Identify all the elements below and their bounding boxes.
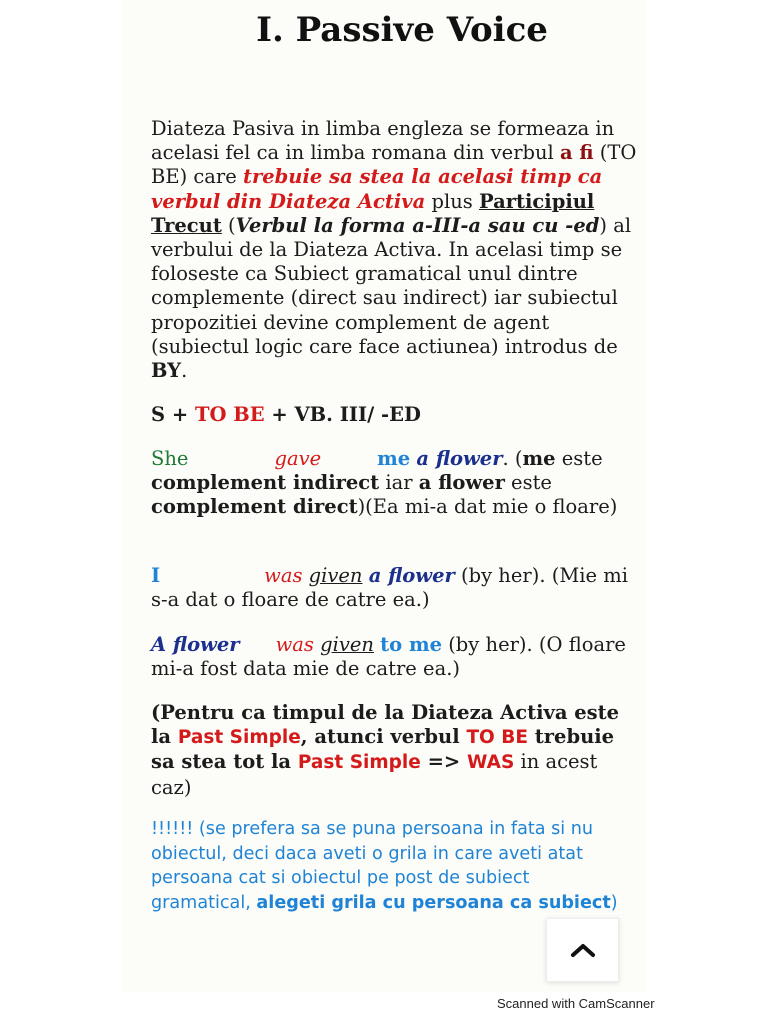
example-text: complement direct [151,495,358,519]
example-text: (by her). (Mie mi s-a dat o floare de catre ea.) [151,564,628,612]
note-text: (Pentru ca timpul de la Diateza Activa este la [151,701,620,749]
example-text: )(Ea mi-a dat mie o floare) [357,495,618,519]
example-text: . ( [502,447,523,470]
scanner-watermark: Scanned with CamScanner [497,996,655,1011]
example-text: este [555,447,603,470]
participle-term: Participiul Trecut [151,189,595,237]
example-subject: She [151,447,189,470]
example-participle: given [320,633,374,656]
note-text: trebuie sa stea tot la [151,725,615,774]
example-passive-person [151,564,641,612]
page-title: I. Passive Voice [256,10,548,50]
formula-text: + VB. III/ -ED [264,403,421,426]
intro-text: (TO BE) care [151,141,637,189]
example-aux: was [275,633,314,656]
example-text: complement indirect [151,471,380,495]
example-object: a flower [368,564,455,587]
note-tense: Past Simple [177,727,301,749]
passive-formula [151,403,641,427]
intro-text: ( [221,213,236,237]
intro-text: . [181,359,188,383]
verb-a-fi: a fi [560,141,594,165]
example-aux: was [264,564,303,587]
tip-highlight: alegeti grila cu persoana ca subiect [256,892,611,913]
note-text: => [420,750,468,774]
example-indirect-object: me [377,447,411,470]
example-verb: gave [274,447,322,470]
tip-text: !!!!!! (se prefera sa se puna persoana in fata si nu obiectul, deci daca aveti o grila in care aveti atat persoana cat si obiectul pe post de subiect gramatical, [151,819,594,913]
note-text: in acest caz) [151,750,598,799]
rule-highlight: trebuie sa stea la acelasi timp ca verbul din Diateza Activa [151,165,603,213]
example-text: iar [379,471,419,495]
tip-paragraph [151,817,631,915]
example-text: (by her). (O floare mi-a fost data mie de catre ea.) [151,633,626,681]
intro-text: ) al verbului de la Diateza Activa. In acelasi timp se foloseste ca Subiect gramatical unul dintre complemente (direct sau indirect) iar subiectul propozitiei devine complement de agent (subiectul logic care face actiunea) introdus de [151,213,632,358]
note-was: WAS [467,752,515,774]
example-subject: I [151,564,161,587]
intro-text: Diateza Pasiva in limba engleza se formeaza in acelasi fel ca in limba romana din verbul [151,117,615,165]
participle-definition: Verbul la forma a-III-a sau cu -ed [235,213,600,237]
formula-to-be: TO BE [195,403,265,426]
tip-text: ) [610,892,618,913]
scroll-to-top-button[interactable] [546,918,619,982]
example-text: a flower [418,471,505,495]
example-text: me [522,447,556,470]
formula-text: S + [151,403,195,426]
intro-text: plus [425,189,479,213]
note-to-be: TO BE [466,727,528,749]
by-keyword: BY [151,359,182,383]
example-participle: given [308,564,363,587]
note-tense: Past Simple [297,752,421,774]
example-passive-object [151,633,641,681]
example-text: este [504,471,552,495]
example-subject: A flower [151,633,240,656]
note-text: , atunci verbul [300,725,467,749]
example-agent: to me [380,633,442,656]
tense-note [151,701,641,800]
intro-paragraph [151,117,641,383]
example-direct-object: a flower [416,447,503,470]
example-active [151,447,641,520]
chevron-up-icon [570,942,596,958]
